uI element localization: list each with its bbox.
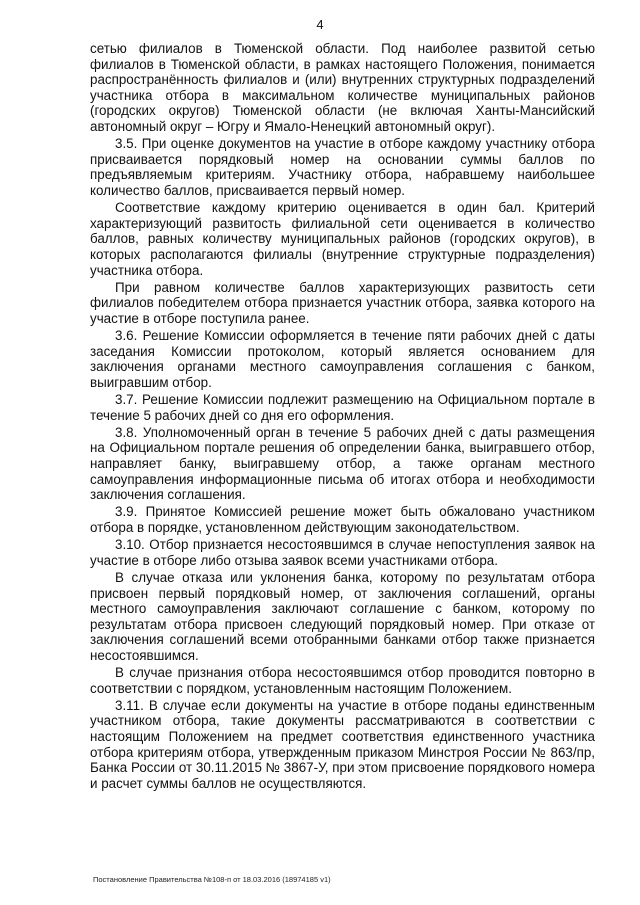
document-footer: Постановление Правительства №108-п от 18.03.2016 (18974185 v1) — [93, 875, 331, 884]
paragraph: 3.10. Отбор признается несостоявшимся в случае непоступления заявок на участие в отборе либо отзыва заявок всеми участниками отбора. — [90, 537, 595, 568]
paragraph: Соответствие каждому критерию оценивается в один бал. Критерий характеризующий развитость филиальной сети оценивается в количество баллов, равных количеству муниципальных районов (городских округов), в которых располагаются филиалы (внутренние структурные подразделения) участника отбора. — [90, 200, 595, 278]
paragraph: 3.8. Уполномоченный орган в течение 5 рабочих дней с даты размещения на Официальном портале решения об определении банка, выигравшего отбор, направляет банку, выигравшему отбор, а также органам местного самоуправления информационные письма об итогах отбора и необходимости заключения соглашения. — [90, 424, 595, 503]
document-body — [90, 41, 595, 791]
paragraph: При равном количестве баллов характеризующих развитость сети филиалов победителем отбора признается участник отбора, заявка которого на участие в отборе поступила ранее. — [90, 279, 595, 326]
paragraph: сетью филиалов в Тюменской области. Под наиболее развитой сетью филиалов в Тюменской области, в рамках настоящего Положения, понимается распространённость филиалов и (или) внутренних структурных подразделений участника отбора в максимальном количестве муниципальных районов (городских округов) Тюменской области (не включая Ханты-Мансийский автономный округ – Югру и Ямало-Ненецкий автономный округ). — [90, 41, 595, 134]
paragraph: 3.7. Решение Комиссии подлежит размещению на Официальном портале в течение 5 рабочих дней со дня его оформления. — [90, 392, 595, 423]
paragraph: В случае признания отбора несостоявшимся отбор проводится повторно в соответствии с порядком, установленным настоящим Положением. — [90, 665, 595, 696]
paragraph: 3.5. При оценке документов на участие в отборе каждому участнику отбора присваивается порядковый номер на основании суммы баллов по предъявляемым критериям. Участнику отбора, набравшему наибольшее количество баллов, присваивается первый номер. — [90, 136, 595, 198]
paragraph: 3.9. Принятое Комиссией решение может быть обжаловано участником отбора в порядке, установленном действующим законодательством. — [90, 504, 595, 535]
page-number: 4 — [316, 17, 324, 32]
paragraph: 3.11. В случае если документы на участие в отборе поданы единственным участником отбора, такие документы рассматриваются в соответствии с настоящим Положением на предмет соответствия единственного участника отбора критериям отбора, утвержденным приказом Минстроя России № 863/пр, Банка России от 30.11.2015 № 3867-У, при этом присвоение порядкового номера и расчет суммы баллов не осуществляются. — [90, 697, 595, 791]
paragraph: 3.6. Решение Комиссии оформляется в течение пяти рабочих дней с даты заседания Комиссии протоколом, который является основанием для заключения органами местного самоуправления соглашения с банком, выигравшим отбор. — [90, 328, 595, 390]
paragraph: В случае отказа или уклонения банка, которому по результатам отбора присвоен первый порядковый номер, от заключения соглашений, органы местного самоуправления заключают соглашение с банком, которому по результатам отбора присвоен следующий порядковый номер. При отказе от заключения соглашений всеми отобранными банками отбор также признается несостоявшимся. — [90, 569, 595, 663]
